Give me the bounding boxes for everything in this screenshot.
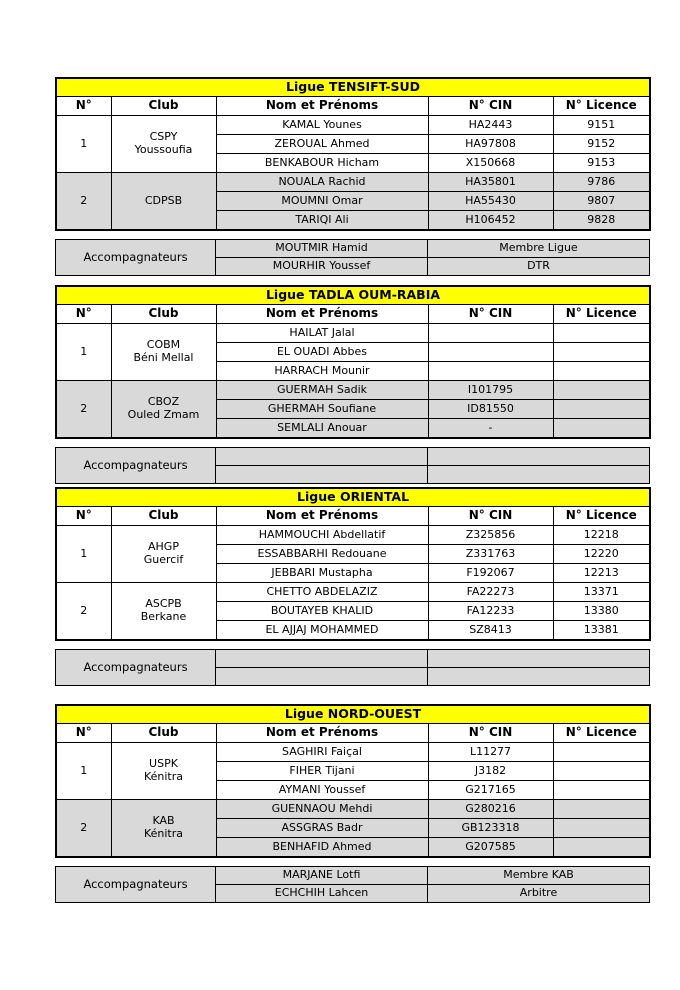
player-licence-cell xyxy=(553,781,650,800)
league-title: Ligue TENSIFT-SUD xyxy=(56,78,650,97)
player-licence-cell xyxy=(553,381,650,400)
club-name-line: KAB xyxy=(152,814,175,828)
player-row xyxy=(56,173,650,192)
column-header: Club xyxy=(111,97,216,116)
club-name-line: Berkane xyxy=(140,610,187,623)
club-name-cell xyxy=(111,743,216,800)
player-licence-cell: 12213 xyxy=(553,564,650,583)
accompagnateur-name-cell: ECHCHIH Lahcen xyxy=(216,885,428,903)
column-header: N° CIN xyxy=(428,507,553,526)
column-header: Club xyxy=(111,507,216,526)
player-row xyxy=(56,324,650,343)
player-name-cell: NOUALA Rachid xyxy=(216,173,428,192)
player-cin-cell: F192067 xyxy=(428,564,553,583)
club-name-cell xyxy=(111,583,216,641)
column-header: Nom et Prénoms xyxy=(216,507,428,526)
player-licence-cell xyxy=(553,419,650,439)
player-name-cell: ZEROUAL Ahmed xyxy=(216,135,428,154)
player-name-cell: HAILAT Jalal xyxy=(216,324,428,343)
club-number-cell: 1 xyxy=(56,324,111,381)
accompagnateur-row xyxy=(56,240,650,258)
club-name-line: USPK xyxy=(149,757,178,771)
player-row xyxy=(56,526,650,545)
player-row xyxy=(56,381,650,400)
player-licence-cell xyxy=(553,400,650,419)
accompagnateur-row xyxy=(56,867,650,885)
player-name-cell: EL AJJAJ MOHAMMED xyxy=(216,621,428,641)
player-cin-cell: G207585 xyxy=(428,838,553,858)
club-name-line: Béni Mellal xyxy=(133,351,194,364)
club-name-cell xyxy=(111,800,216,858)
accompagnateurs-label: Accompagnateurs xyxy=(56,240,216,276)
player-cin-cell: HA2443 xyxy=(428,116,553,135)
player-name-cell: GUENNAOU Mehdi xyxy=(216,800,428,819)
league-section xyxy=(55,487,649,686)
player-cin-cell: HA35801 xyxy=(428,173,553,192)
club-name-line: CSPY xyxy=(149,130,178,144)
league-title: Ligue NORD-OUEST xyxy=(56,705,650,724)
player-cin-cell: G217165 xyxy=(428,781,553,800)
accompagnateur-name-cell xyxy=(216,668,428,686)
club-number-cell: 1 xyxy=(56,743,111,800)
player-licence-cell: 13371 xyxy=(553,583,650,602)
club-name-cell xyxy=(111,116,216,173)
player-name-cell: SEMLALI Anouar xyxy=(216,419,428,439)
column-header: N° xyxy=(56,724,111,743)
player-licence-cell: 9786 xyxy=(553,173,650,192)
player-cin-cell: J3182 xyxy=(428,762,553,781)
accompagnateur-name-cell xyxy=(216,466,428,484)
accompagnateurs-label: Accompagnateurs xyxy=(56,448,216,484)
club-number-cell: 2 xyxy=(56,800,111,858)
league-section xyxy=(55,704,649,903)
player-name-cell: AYMANI Youssef xyxy=(216,781,428,800)
player-name-cell: GHERMAH Soufiane xyxy=(216,400,428,419)
accompagnateur-name-cell: MARJANE Lotfi xyxy=(216,867,428,885)
column-header: Nom et Prénoms xyxy=(216,724,428,743)
player-name-cell: SAGHIRI Faiçal xyxy=(216,743,428,762)
column-header: Club xyxy=(111,305,216,324)
accompagnateurs-table xyxy=(55,447,650,484)
league-title: Ligue TADLA OUM-RABIA xyxy=(56,286,650,305)
player-licence-cell xyxy=(553,800,650,819)
player-licence-cell xyxy=(553,362,650,381)
accompagnateurs-label: Accompagnateurs xyxy=(56,867,216,903)
accompagnateurs-table xyxy=(55,866,650,903)
club-name-cell xyxy=(111,173,216,231)
club-name-line: AHGP xyxy=(148,540,179,554)
club-name-line: Guercif xyxy=(143,553,184,566)
league-table xyxy=(55,77,651,231)
league-table xyxy=(55,704,651,858)
accompagnateur-role-cell xyxy=(428,668,650,686)
column-header: Nom et Prénoms xyxy=(216,97,428,116)
column-header: N° Licence xyxy=(553,305,650,324)
player-name-cell: BOUTAYEB KHALID xyxy=(216,602,428,621)
column-header: N° CIN xyxy=(428,97,553,116)
column-header: N° Licence xyxy=(553,507,650,526)
player-cin-cell xyxy=(428,343,553,362)
player-name-cell: TARIQI Ali xyxy=(216,211,428,231)
player-cin-cell xyxy=(428,324,553,343)
column-header: N° xyxy=(56,97,111,116)
club-name-line: Kénitra xyxy=(143,770,184,783)
column-header: N° xyxy=(56,507,111,526)
player-name-cell: BENHAFID Ahmed xyxy=(216,838,428,858)
player-cin-cell: L11277 xyxy=(428,743,553,762)
club-name-line: Ouled Zmam xyxy=(127,408,200,421)
club-name-line: COBM xyxy=(146,338,181,352)
player-cin-cell: HA55430 xyxy=(428,192,553,211)
accompagnateurs-table xyxy=(55,239,650,276)
player-name-cell: MOUMNI Omar xyxy=(216,192,428,211)
club-name-line: ASCPB xyxy=(145,597,182,611)
column-header: N° Licence xyxy=(553,724,650,743)
player-row xyxy=(56,800,650,819)
player-cin-cell: ID81550 xyxy=(428,400,553,419)
player-cin-cell: X150668 xyxy=(428,154,553,173)
league-table xyxy=(55,285,651,439)
player-licence-cell: 13380 xyxy=(553,602,650,621)
player-cin-cell: G280216 xyxy=(428,800,553,819)
player-cin-cell: FA22273 xyxy=(428,583,553,602)
accompagnateur-role-cell xyxy=(428,448,650,466)
club-name-line: CBOZ xyxy=(147,395,180,409)
accompagnateur-row xyxy=(56,448,650,466)
player-name-cell: KAMAL Younes xyxy=(216,116,428,135)
club-name-cell xyxy=(111,324,216,381)
accompagnateur-role-cell: DTR xyxy=(428,258,650,276)
accompagnateur-role-cell: Arbitre xyxy=(428,885,650,903)
player-name-cell: GUERMAH Sadik xyxy=(216,381,428,400)
player-licence-cell xyxy=(553,324,650,343)
accompagnateurs-label: Accompagnateurs xyxy=(56,650,216,686)
accompagnateur-name-cell: MOURHIR Youssef xyxy=(216,258,428,276)
player-licence-cell: 9828 xyxy=(553,211,650,231)
player-cin-cell: I101795 xyxy=(428,381,553,400)
player-licence-cell: 9151 xyxy=(553,116,650,135)
player-name-cell: HARRACH Mounir xyxy=(216,362,428,381)
league-table xyxy=(55,487,651,641)
club-name-line: CDPSB xyxy=(144,193,183,207)
column-header: N° Licence xyxy=(553,97,650,116)
club-name-line: Kénitra xyxy=(143,827,184,840)
column-header: N° CIN xyxy=(428,724,553,743)
player-row xyxy=(56,743,650,762)
player-cin-cell: HA97808 xyxy=(428,135,553,154)
player-licence-cell xyxy=(553,743,650,762)
player-cin-cell: GB123318 xyxy=(428,819,553,838)
club-number-cell: 2 xyxy=(56,583,111,641)
player-licence-cell: 9152 xyxy=(553,135,650,154)
player-licence-cell: 9153 xyxy=(553,154,650,173)
player-cin-cell: FA12233 xyxy=(428,602,553,621)
club-name-cell xyxy=(111,381,216,439)
column-header: N° CIN xyxy=(428,305,553,324)
club-number-cell: 1 xyxy=(56,526,111,583)
player-name-cell: BENKABOUR Hicham xyxy=(216,154,428,173)
column-header: N° xyxy=(56,305,111,324)
club-number-cell: 1 xyxy=(56,116,111,173)
league-title: Ligue ORIENTAL xyxy=(56,488,650,507)
player-licence-cell xyxy=(553,343,650,362)
player-cin-cell: Z331763 xyxy=(428,545,553,564)
player-name-cell: ASSGRAS Badr xyxy=(216,819,428,838)
player-name-cell: HAMMOUCHI Abdellatif xyxy=(216,526,428,545)
player-licence-cell xyxy=(553,838,650,858)
club-number-cell: 2 xyxy=(56,381,111,439)
club-name-line: Youssoufia xyxy=(134,143,193,156)
accompagnateurs-table xyxy=(55,649,650,686)
player-name-cell: EL OUADI Abbes xyxy=(216,343,428,362)
club-name-cell xyxy=(111,526,216,583)
player-licence-cell: 13381 xyxy=(553,621,650,641)
player-cin-cell xyxy=(428,362,553,381)
player-cin-cell: - xyxy=(428,419,553,439)
player-cin-cell: Z325856 xyxy=(428,526,553,545)
player-name-cell: CHETTO ABDELAZIZ xyxy=(216,583,428,602)
player-licence-cell xyxy=(553,819,650,838)
accompagnateur-role-cell xyxy=(428,650,650,668)
league-section xyxy=(55,77,649,276)
player-licence-cell: 12218 xyxy=(553,526,650,545)
column-header: Nom et Prénoms xyxy=(216,305,428,324)
player-cin-cell: H106452 xyxy=(428,211,553,231)
accompagnateur-name-cell: MOUTMIR Hamid xyxy=(216,240,428,258)
accompagnateur-role-cell: Membre Ligue xyxy=(428,240,650,258)
player-cin-cell: SZ8413 xyxy=(428,621,553,641)
accompagnateur-role-cell xyxy=(428,466,650,484)
player-licence-cell: 9807 xyxy=(553,192,650,211)
player-licence-cell xyxy=(553,762,650,781)
club-number-cell: 2 xyxy=(56,173,111,231)
accompagnateur-role-cell: Membre KAB xyxy=(428,867,650,885)
accompagnateur-name-cell xyxy=(216,650,428,668)
player-row xyxy=(56,583,650,602)
accompagnateur-name-cell xyxy=(216,448,428,466)
accompagnateur-row xyxy=(56,650,650,668)
player-row xyxy=(56,116,650,135)
column-header: Club xyxy=(111,724,216,743)
player-name-cell: FIHER Tijani xyxy=(216,762,428,781)
player-name-cell: ESSABBARHI Redouane xyxy=(216,545,428,564)
player-licence-cell: 12220 xyxy=(553,545,650,564)
league-section xyxy=(55,285,649,484)
player-name-cell: JEBBARI Mustapha xyxy=(216,564,428,583)
